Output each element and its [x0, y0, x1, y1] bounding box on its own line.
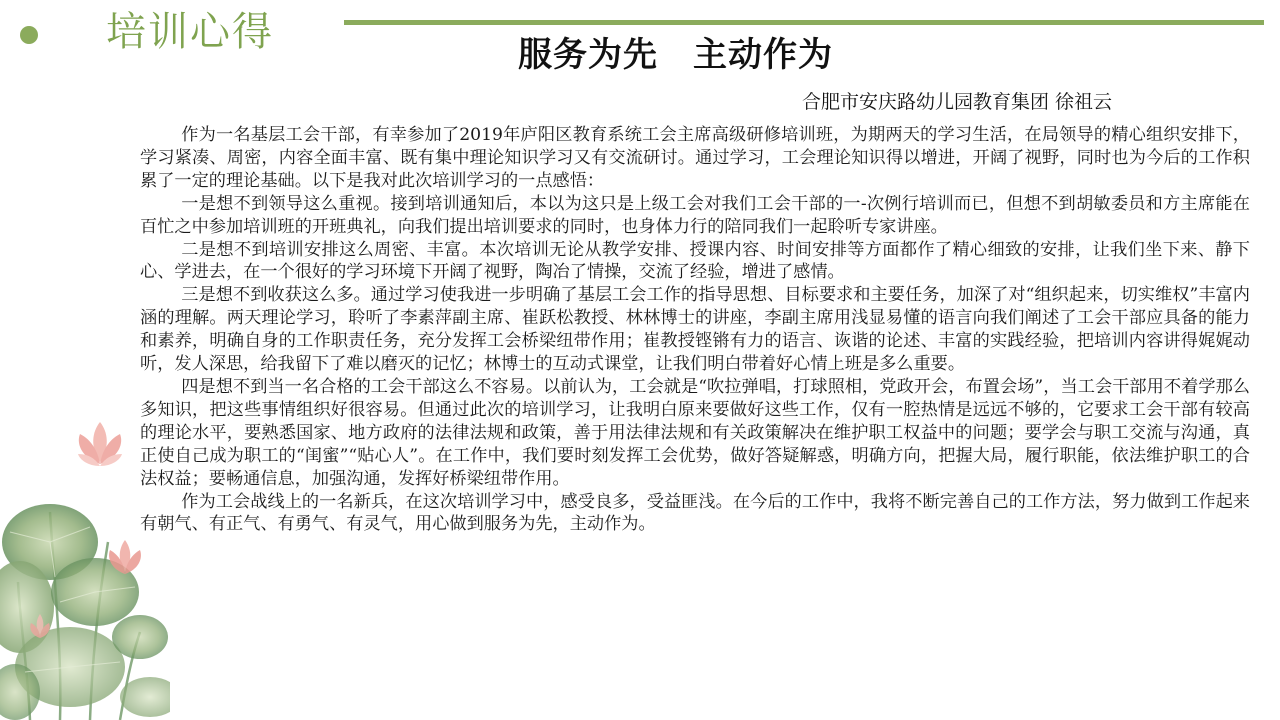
author-line: 合肥市安庆路幼儿园教育集团 徐祖云 [802, 91, 1113, 113]
paragraph-point-2: 二是想不到培训安排这么周密、丰富。本次培训无论从教学安排、授课内容、时间安排等方面都作了精心细致的安排，让我们坐下来、静下心、学进去，在一个很好的学习环境下开阔了视野，陶冶了情操，交流了经验，增进了感情。 [140, 239, 1250, 283]
paragraph-conclusion: 作为工会战线上的一名新兵，在这次培训学习中，感受良多，受益匪浅。在今后的工作中，我将不断完善自己的工作方法，努力做到工作起来有朝气、有正气、有勇气、有灵气，用心做到服务为先，主动作为。 [140, 491, 1250, 535]
paragraph-point-4: 四是想不到当一名合格的工会干部这么不容易。以前认为，工会就是“吹拉弹唱，打球照相，党政开会，布置会场”，当工会干部用不着学那么多知识，把这些事情组织好很容易。但通过此次的培训学习，让我明白原来要做好这些工作，仅有一腔热情是远远不够的，它要求工会干部有较高的理论水平，要熟悉国家、地方政府的法律法规和政策，善于用法律法规和有关政策解决在维护职工权益中的问题；要学会与职工交流与沟通，真正使自己成为职工的“闺蜜”“贴心人”。在工作中，我们要时刻发挥工会优势，做好答疑解惑，明确方向，把握大局，履行职能，依法维护职工的合法权益；要畅通信息，加强沟通，发挥好桥梁纽带作用。 [140, 376, 1250, 489]
paragraph-point-1: 一是想不到领导这么重视。接到培训通知后，本以为这只是上级工会对我们工会干部的一-次例行培训而已，但想不到胡敏委员和方主席能在百忙之中参加培训班的开班典礼，向我们提出培训要求的同时，也身体力行的陪同我们一起聆听专家讲座。 [140, 193, 1250, 237]
page-title: 服务为先 主动作为 [518, 35, 833, 75]
section-title: 培训心得 [106, 9, 274, 55]
article-body [140, 124, 1250, 536]
paragraph-intro: 作为一名基层工会干部，有幸参加了2019年庐阳区教育系统工会主席高级研修培训班，为期两天的学习生活，在局领导的精心组织安排下，学习紧凑、周密，内容全面丰富、既有集中理论知识学习又有交流研讨。通过学习，工会理论知识得以增进，开阔了视野，同时也为今后的工作积累了一定的理论基础。以下是我对此次培训学习的一点感悟： [140, 125, 1250, 191]
paragraph-point-3: 三是想不到收获这么多。通过学习使我进一步明确了基层工会工作的指导思想、目标要求和主要任务，加深了对“组织起来，切实维权”丰富内涵的理解。两天理论学习，聆听了李素萍副主席、崔跃松教授、林林博士的讲座，李副主席用浅显易懂的语言向我们阐述了工会干部应具备的能力和素养，明确自身的工作职责任务，充分发挥工会桥梁纽带作用；崔教授铿锵有力的语言、诙谐的论述、丰富的实践经验，把培训内容讲得娓娓动听，发人深思，给我留下了难以磨灭的记忆；林博士的互动式课堂，让我们明白带着好心情上班是多么重要。 [140, 285, 1250, 375]
bullet-dot-icon [20, 26, 38, 44]
header-divider [344, 20, 1264, 25]
